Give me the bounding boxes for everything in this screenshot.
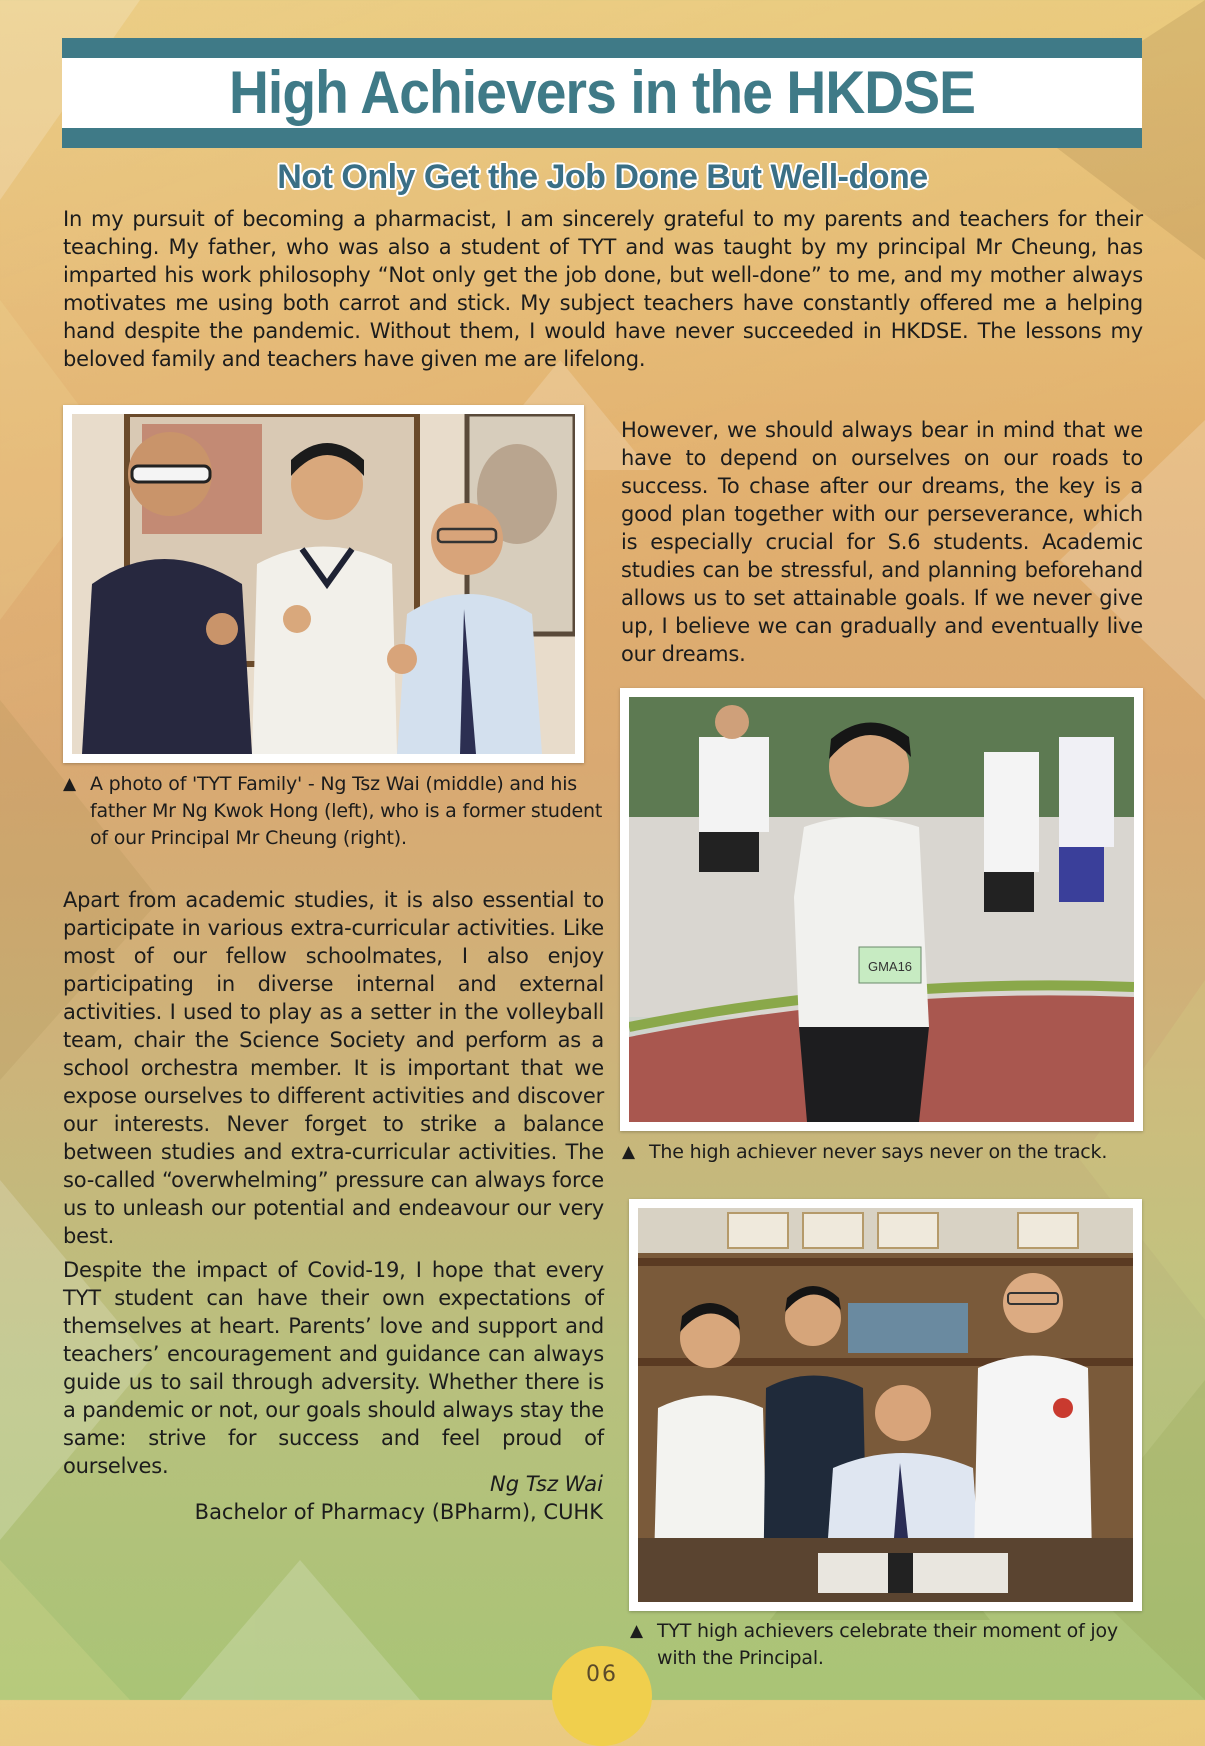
- page-number-badge: [552, 1646, 652, 1746]
- caption-text: The high achiever never says never on the track.: [649, 1141, 1108, 1163]
- race-bib-text: GMA16: [867, 959, 913, 974]
- article-subtitle: Not Only Get the Job Done But Well-done: [277, 158, 928, 196]
- photo-family-image: [72, 414, 575, 754]
- photo-track: [620, 688, 1143, 1131]
- right-column-paragraph: However, we should always bear in mind that we have to depend on ourselves on our roads to success. To chase after our dreams, the key is a good plan together with our perseverance, which is especially crucial for S.6 students. Academic studies can be stressful, and planning beforehand allows us to set attainable goals. If we never give up, I believe we can gradually and eventually live our dreams.: [621, 418, 1143, 666]
- caption-text: TYT high achievers celebrate their moment of joy with the Principal.: [657, 1620, 1118, 1669]
- photo-caption-track: [622, 1139, 1162, 1166]
- caption-triangle-icon: ▲: [630, 1621, 643, 1641]
- left-column-paragraph-2: Despite the impact of Covid-19, I hope that every TYT student can have their own expectations of themselves at heart. Parents’ love and support and teachers’ encouragement and guidance can always guide us to sail through adversity. Whether there is a pandemic or not, our goals should always stay the same: strive for success and feel proud of ourselves.: [63, 1258, 604, 1478]
- intro-paragraph: In my pursuit of becoming a pharmacist, I am sincerely grateful to my parents and teachers for their teaching. My father, who was also a student of TYT and was taught by my principal Mr Cheung, has imparted his work philosophy “Not only get the job done, but well-done” to me, and my mother always motivates me using both carrot and stick. My subject teachers have constantly offered me a helping hand despite the pandemic. Without them, I would have never succeeded in HKDSE. The lessons my beloved family and teachers have given me are lifelong.: [63, 207, 1143, 371]
- title-banner: [62, 38, 1142, 148]
- page-number: 06: [586, 1662, 618, 1687]
- photo-principal-office: [629, 1199, 1142, 1611]
- photo-track-image: [629, 697, 1134, 1122]
- author-degree: Bachelor of Pharmacy (BPharm), CUHK: [194, 1500, 603, 1524]
- caption-triangle-icon: ▲: [622, 1142, 635, 1162]
- caption-text: A photo of 'TYT Family' - Ng Tsz Wai (middle) and his father Mr Ng Kwok Hong (left), who is a former student of our Principal Mr Cheung (right).: [90, 773, 603, 849]
- page-title: High Achievers in the HKDSE: [228, 59, 976, 126]
- author-name: Ng Tsz Wai: [489, 1472, 603, 1496]
- author-signature: [195, 1470, 603, 1526]
- caption-triangle-icon: ▲: [63, 774, 76, 794]
- photo-caption-family: [63, 771, 603, 852]
- photo-office-image: [638, 1208, 1133, 1602]
- left-column-paragraph-1: Apart from academic studies, it is also essential to participate in various extra-curricular activities. Like most of our fellow schoolmates, I also enjoy participating in diverse internal and external activities. I used to play as a setter in the volleyball team, chair the Science Society and perform as a school orchestra member. It is important that we expose ourselves to different activities and discover our interests. Never forget to strike a balance between studies and extra-curricular activities. The so-called “overwhelming” pressure can always force us to unleash our potential and endeavour our very best.: [63, 888, 604, 1248]
- photo-tyt-family: [63, 405, 584, 763]
- photo-caption-office: [630, 1618, 1130, 1672]
